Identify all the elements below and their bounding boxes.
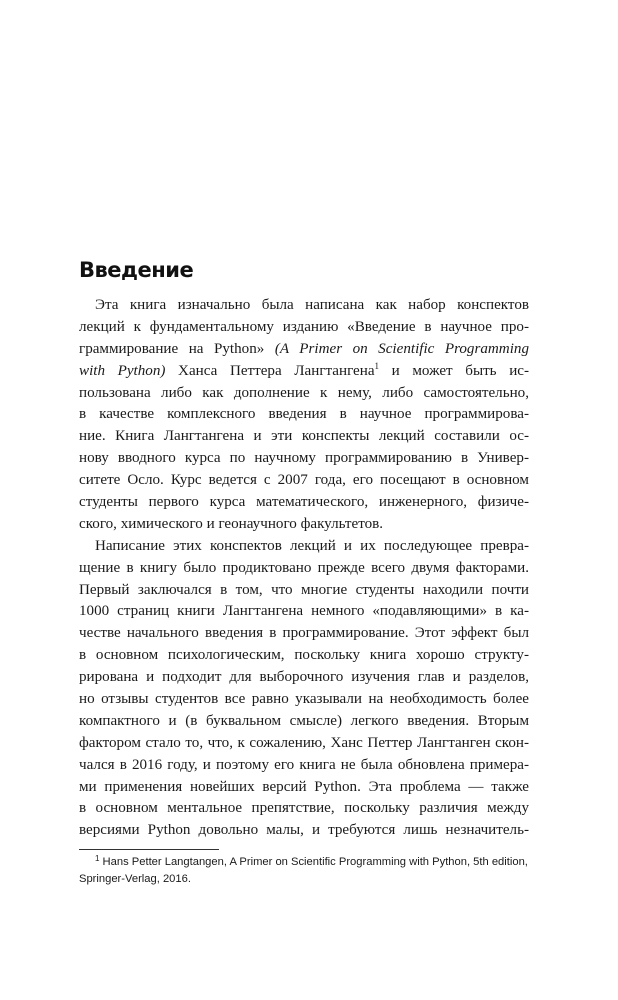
text-line: 1000 страниц книги Лангтангена немного «подавляющими» в ка- [79, 603, 529, 620]
footnote-line: Springer-Verlag, 2016. [79, 873, 191, 885]
text-line: в основном ментальное препятствие, поскольку различия между [79, 800, 529, 817]
text-line: Написание этих конспектов лекций и их последующее превра- [95, 537, 529, 554]
body-text [79, 295, 529, 842]
text-line: фактором стало то, что, к сожалению, Ханс Петтер Лангтанген скон- [79, 734, 529, 751]
text-line: компактного и (в буквальном смысле) легкого введения. Вторым [79, 712, 529, 729]
footnote-line [79, 854, 529, 871]
text-line: ми применения новейших версий Python. Эта проблема — также [79, 778, 529, 795]
text-line: ского, химического и геонаучного факультетов. [79, 515, 384, 532]
text-line: чался в 2016 году, и поэтому его книга не была обновлена примера- [79, 756, 529, 773]
text-line: лекций к фундаментальному изданию «Введение в научное про- [79, 318, 529, 335]
text-line: ситете Осло. Курс ведется с 2007 года, его посещают в основном [79, 472, 529, 489]
text-line: в качестве комплексного введения в научное программирова- [79, 406, 529, 423]
text-line [79, 361, 529, 383]
text-line: но отзывы студентов все равно указывали на необходимость более [79, 691, 529, 708]
footnote-marker[interactable]: 1 [374, 360, 380, 371]
footnote-number: 1 [95, 854, 100, 863]
text-line: в основном психологическим, поскольку книга хорошо структу- [79, 647, 529, 664]
text-line [79, 339, 529, 361]
footnote [79, 854, 529, 888]
text-line: рирована и подходит для выборочного изучения глав и разделов, [79, 669, 529, 686]
footnote-text: Hans Petter Langtangen, A Primer on Scientific Programming with Python, 5th edition, [99, 856, 528, 868]
text-fragment: и может быть ис- [379, 362, 529, 379]
text-fragment: Ханса Петтера Лангтангена [165, 362, 375, 379]
page-title: Введение [79, 258, 194, 282]
text-line: щение в книгу было продиктовано прежде всего двумя факторами. [79, 559, 529, 576]
text-line: студенты первого курса математического, инженерного, физиче- [79, 494, 529, 511]
italic-title: (A Primer on Scientific Programming [274, 340, 529, 357]
text-line: ние. Книга Лангтангена и эти конспекты лекций составили ос- [79, 428, 529, 445]
text-line: Первый заключался в том, что многие студенты находили почти [79, 581, 529, 598]
text-fragment: граммирование на Python» [79, 340, 275, 357]
text-line: нову вводного курса по научному программированию в Универ- [79, 450, 529, 467]
italic-title: with Python) [79, 362, 166, 379]
text-line: честве начального введения в программирование. Этот эффект был [79, 625, 529, 642]
text-line: пользована либо как дополнение к нему, либо самостоятельно, [79, 384, 529, 401]
footnote-divider [79, 849, 219, 850]
text-line: версиями Python довольно малы, и требуются лишь незначитель- [79, 822, 529, 839]
text-line: Эта книга изначально была написана как набор конспектов [95, 297, 529, 313]
